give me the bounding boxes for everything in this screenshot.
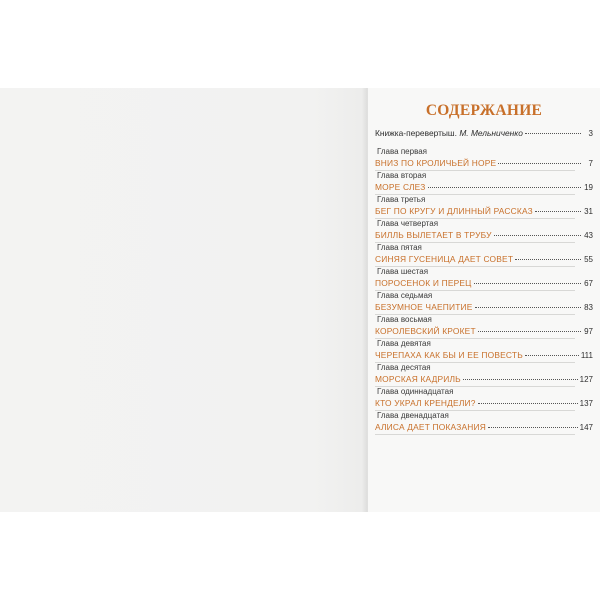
toc-entry-row [375,350,593,361]
chapter-title: МОРСКАЯ КАДРИЛЬ [375,374,461,384]
toc-entry-row [375,230,593,241]
chapter-label: Глава вторая [377,171,427,180]
dot-leader [525,132,581,134]
chapter-label: Глава восьмая [377,315,432,324]
chapter-label: Глава седьмая [377,291,433,300]
page-number: 55 [584,255,593,264]
chapter-title: БИЛЛЬ ВЫЛЕТАЕТ В ТРУБУ [375,230,492,240]
left-page [0,88,368,512]
page-number: 31 [584,207,593,216]
dot-leader [498,162,581,164]
toc-entry-chapter[interactable] [375,387,593,411]
page-number: 83 [584,303,593,312]
chapter-label: Глава двенадцатая [377,411,449,420]
toc-entry-chapter[interactable] [375,171,593,195]
dot-leader [474,282,581,284]
dot-leader [478,402,578,404]
chapter-label: Глава третья [377,195,426,204]
toc-list [375,128,593,435]
chapter-label: Глава шестая [377,267,429,276]
chapter-label: Глава девятая [377,339,431,348]
toc-entry-chapter[interactable] [375,267,593,291]
toc-entry-chapter[interactable] [375,219,593,243]
chapter-title: КТО УКРАЛ КРЕНДЕЛИ? [375,398,476,408]
page-number: 147 [579,423,593,432]
dot-leader [494,234,581,236]
page-number: 137 [579,399,593,408]
chapter-label: Глава пятая [377,243,422,252]
toc-entry-row [375,254,593,265]
toc-entry-row [375,398,593,409]
page-number: 127 [579,375,593,384]
dot-leader [515,258,581,260]
dot-leader [475,306,581,308]
chapter-title: БЕЗУМНОЕ ЧАЕПИТИЕ [375,302,473,312]
page-number: 3 [588,129,593,138]
chapter-title: КОРОЛЕВСКИЙ КРОКЕТ [375,326,476,336]
chapter-label: Глава десятая [377,363,431,372]
page-number: 111 [580,351,593,360]
chapter-title: БЕГ ПО КРУГУ И ДЛИННЫЙ РАССКАЗ [375,206,533,216]
dot-leader [463,378,578,380]
chapter-list [375,147,593,435]
chapter-label: Глава первая [377,147,428,156]
toc-entry-row [375,158,593,169]
page-number: 19 [584,183,593,192]
toc-entry-chapter[interactable] [375,291,593,315]
dot-leader [488,426,578,428]
intro-title: Книжка-перевертыш. М. Мельниченко [375,128,523,138]
chapter-title: ПОРОСЕНОК И ПЕРЕЦ [375,278,472,288]
chapter-title: ВНИЗ ПО КРОЛИЧЬЕЙ НОРЕ [375,158,497,168]
chapter-title: ЧЕРЕПАХА КАК БЫ И ЕЕ ПОВЕСТЬ [375,350,523,360]
chapter-title: СИНЯЯ ГУСЕНИЦА ДАЕТ СОВЕТ [375,254,514,264]
page-number: 43 [584,231,593,240]
toc-entry-row [375,422,593,433]
intro-author: М. Мельниченко [459,128,523,138]
toc-entry-chapter[interactable] [375,315,593,339]
toc-entry-chapter[interactable] [375,147,593,171]
toc-entry-row [375,182,593,193]
toc-entry-row [375,326,593,337]
chapter-title: МОРЕ СЛЕЗ [375,182,426,192]
toc-entry-chapter[interactable] [375,195,593,219]
toc-entry-chapter[interactable] [375,339,593,363]
entry-divider [375,434,575,435]
toc-entry-row [375,374,593,385]
chapter-label: Глава четвертая [377,219,439,228]
dot-leader [478,330,581,332]
toc-title: СОДЕРЖАНИЕ [425,102,543,119]
toc-entry-row [375,302,593,313]
page-number: 7 [588,159,593,168]
page-number: 67 [584,279,593,288]
dot-leader [428,186,581,188]
chapter-label: Глава одиннадцатая [377,387,454,396]
toc-entry-row [375,128,593,139]
dot-leader [525,354,579,356]
dot-leader [535,210,581,212]
toc-entry-chapter[interactable] [375,363,593,387]
chapter-title: АЛИСА ДАЕТ ПОКАЗАНИЯ [375,422,487,432]
page-number: 97 [584,327,593,336]
toc-entry-chapter[interactable] [375,411,593,435]
toc-entry-intro[interactable] [375,128,593,142]
toc-entry-row [375,206,593,217]
toc-entry-chapter[interactable] [375,243,593,267]
toc-entry-row [375,278,593,289]
